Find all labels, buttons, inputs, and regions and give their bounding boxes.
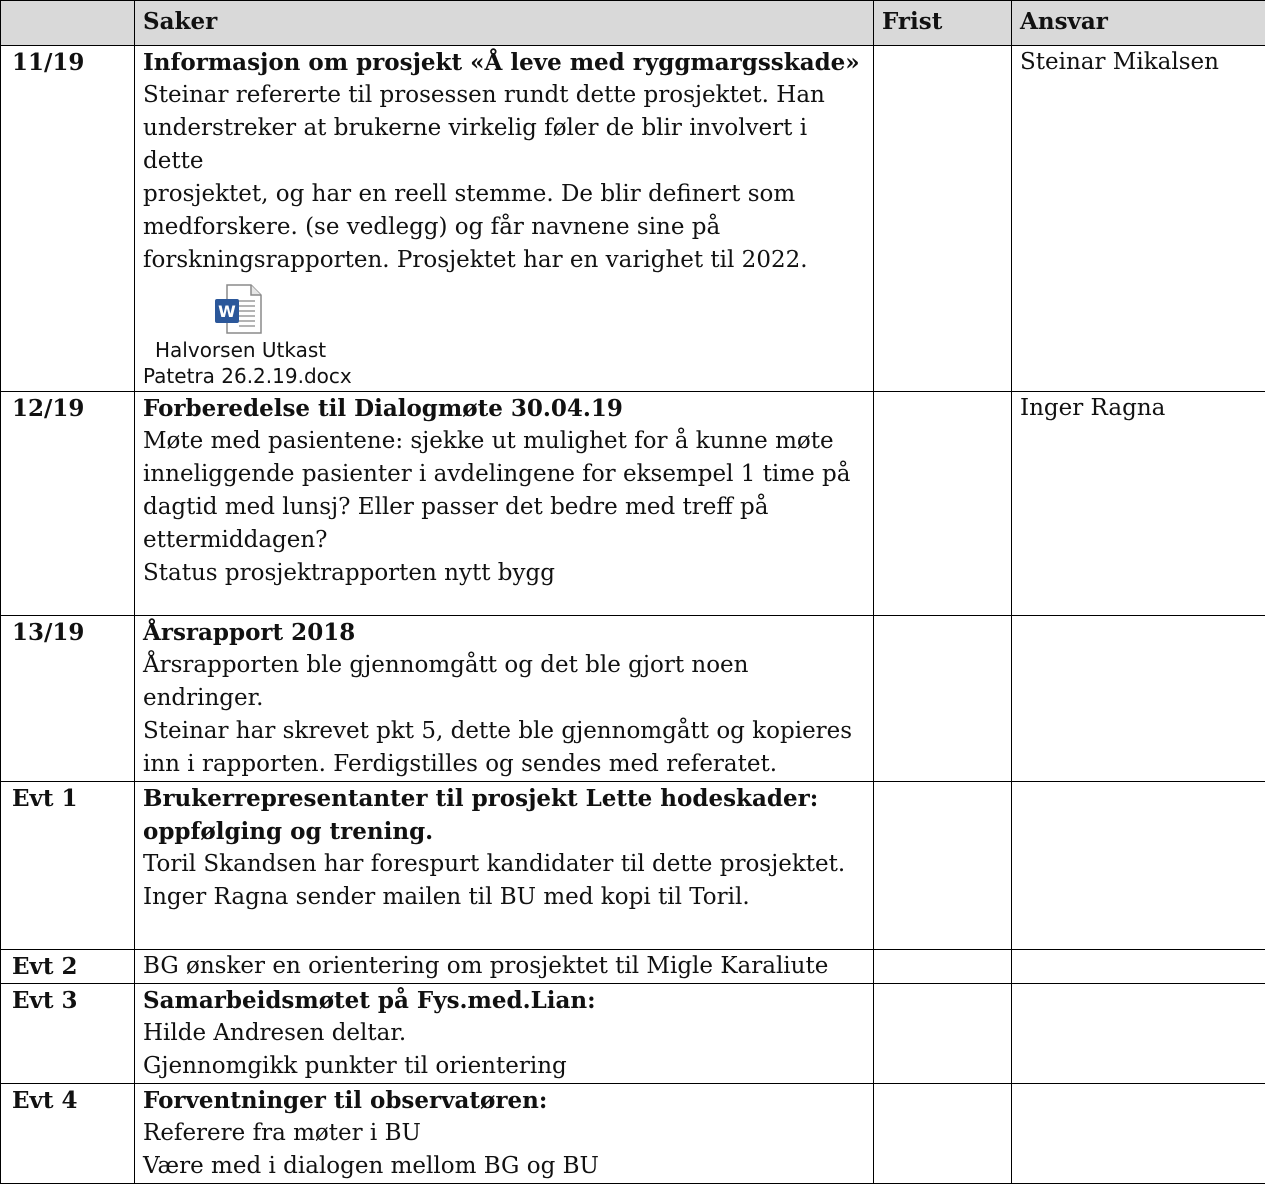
header-frist: Frist xyxy=(874,1,1012,46)
case-frist xyxy=(874,392,1012,616)
word-document-icon xyxy=(209,281,265,337)
case-ansvar xyxy=(1012,950,1265,984)
table-row xyxy=(1,950,1265,984)
case-text-line: BG ønsker en orientering om prosjektet til Migle Karaliute xyxy=(143,950,865,983)
case-text-line: Hilde Andresen deltar. xyxy=(143,1017,865,1050)
case-text-line: understreker at brukerne virkelig føler de blir involvert i dette xyxy=(143,112,865,178)
case-text-line: Steinar refererte til prosessen rundt dette prosjektet. Han xyxy=(143,79,865,112)
header-number xyxy=(1,1,135,46)
case-ansvar: Steinar Mikalsen xyxy=(1012,46,1265,392)
case-title: Samarbeidsmøtet på Fys.med.Lian: xyxy=(143,984,865,1017)
case-number: 11/19 xyxy=(1,46,135,392)
case-number: 12/19 xyxy=(1,392,135,616)
header-ansvar: Ansvar xyxy=(1012,1,1265,46)
case-ansvar: Inger Ragna xyxy=(1012,392,1265,616)
case-number: Evt 2 xyxy=(1,950,135,984)
case-content xyxy=(135,616,874,782)
table-row xyxy=(1,392,1265,616)
case-text-line: Møte med pasientene: sjekke ut mulighet for å kunne møte xyxy=(143,425,865,458)
table-row xyxy=(1,1084,1265,1184)
case-text-line: inn i rapporten. Ferdigstilles og sendes med referatet. xyxy=(143,748,865,781)
case-text-line: Årsrapporten ble gjennomgått og det ble gjort noen endringer. xyxy=(143,649,865,715)
table-row xyxy=(1,616,1265,782)
case-content xyxy=(135,46,874,392)
case-frist xyxy=(874,1084,1012,1184)
case-text-line: dagtid med lunsj? Eller passer det bedre med treff på xyxy=(143,491,865,524)
case-text-line: Være med i dialogen mellom BG og BU xyxy=(143,1150,865,1183)
case-text-line: prosjektet, og har en reell stemme. De blir definert som xyxy=(143,178,865,211)
case-ansvar xyxy=(1012,616,1265,782)
case-text-line: ettermiddagen? xyxy=(143,524,865,557)
case-title: oppfølging og trening. xyxy=(143,815,865,848)
attachment[interactable] xyxy=(143,281,865,389)
case-content xyxy=(135,392,874,616)
case-content xyxy=(135,984,874,1084)
case-text-line: Gjennomgikk punkter til orientering xyxy=(143,1050,865,1083)
case-ansvar xyxy=(1012,1084,1265,1184)
case-content xyxy=(135,1084,874,1184)
table-header-row xyxy=(1,1,1265,46)
case-number: Evt 3 xyxy=(1,984,135,1084)
case-text-line: Status prosjektrapporten nytt bygg xyxy=(143,557,865,590)
table-row xyxy=(1,46,1265,392)
case-frist xyxy=(874,782,1012,950)
svg-text:W: W xyxy=(218,302,236,321)
case-number: Evt 4 xyxy=(1,1084,135,1184)
header-saker: Saker xyxy=(135,1,874,46)
case-text-line: medforskere. (se vedlegg) og får navnene sine på xyxy=(143,211,865,244)
case-text-line: Inger Ragna sender mailen til BU med kopi til Toril. xyxy=(143,881,865,914)
case-frist xyxy=(874,616,1012,782)
case-frist xyxy=(874,46,1012,392)
case-number: 13/19 xyxy=(1,616,135,782)
case-title: Forventninger til observatøren: xyxy=(143,1084,865,1117)
case-ansvar xyxy=(1012,984,1265,1084)
attachment-name-line: Halvorsen Utkast xyxy=(143,337,865,363)
case-text-line: Referere fra møter i BU xyxy=(143,1117,865,1150)
case-title: Forberedelse til Dialogmøte 30.04.19 xyxy=(143,392,865,425)
case-frist xyxy=(874,984,1012,1084)
case-frist xyxy=(874,950,1012,984)
case-content xyxy=(135,782,874,950)
case-content xyxy=(135,950,874,984)
case-text-line: inneliggende pasienter i avdelingene for eksempel 1 time på xyxy=(143,458,865,491)
table-row xyxy=(1,782,1265,950)
case-text-line: Toril Skandsen har forespurt kandidater til dette prosjektet. xyxy=(143,848,865,881)
case-title: Informasjon om prosjekt «Å leve med ryggmargsskade» xyxy=(143,46,865,79)
case-text-line: forskningsrapporten. Prosjektet har en varighet til 2022. xyxy=(143,244,865,277)
case-title: Årsrapport 2018 xyxy=(143,616,865,649)
case-ansvar xyxy=(1012,782,1265,950)
case-text-line: Steinar har skrevet pkt 5, dette ble gjennomgått og kopieres xyxy=(143,715,865,748)
table-row xyxy=(1,984,1265,1084)
attachment-name-line: Patetra 26.2.19.docx xyxy=(143,363,865,389)
case-title: Brukerrepresentanter til prosjekt Lette hodeskader: xyxy=(143,782,865,815)
case-number: Evt 1 xyxy=(1,782,135,950)
